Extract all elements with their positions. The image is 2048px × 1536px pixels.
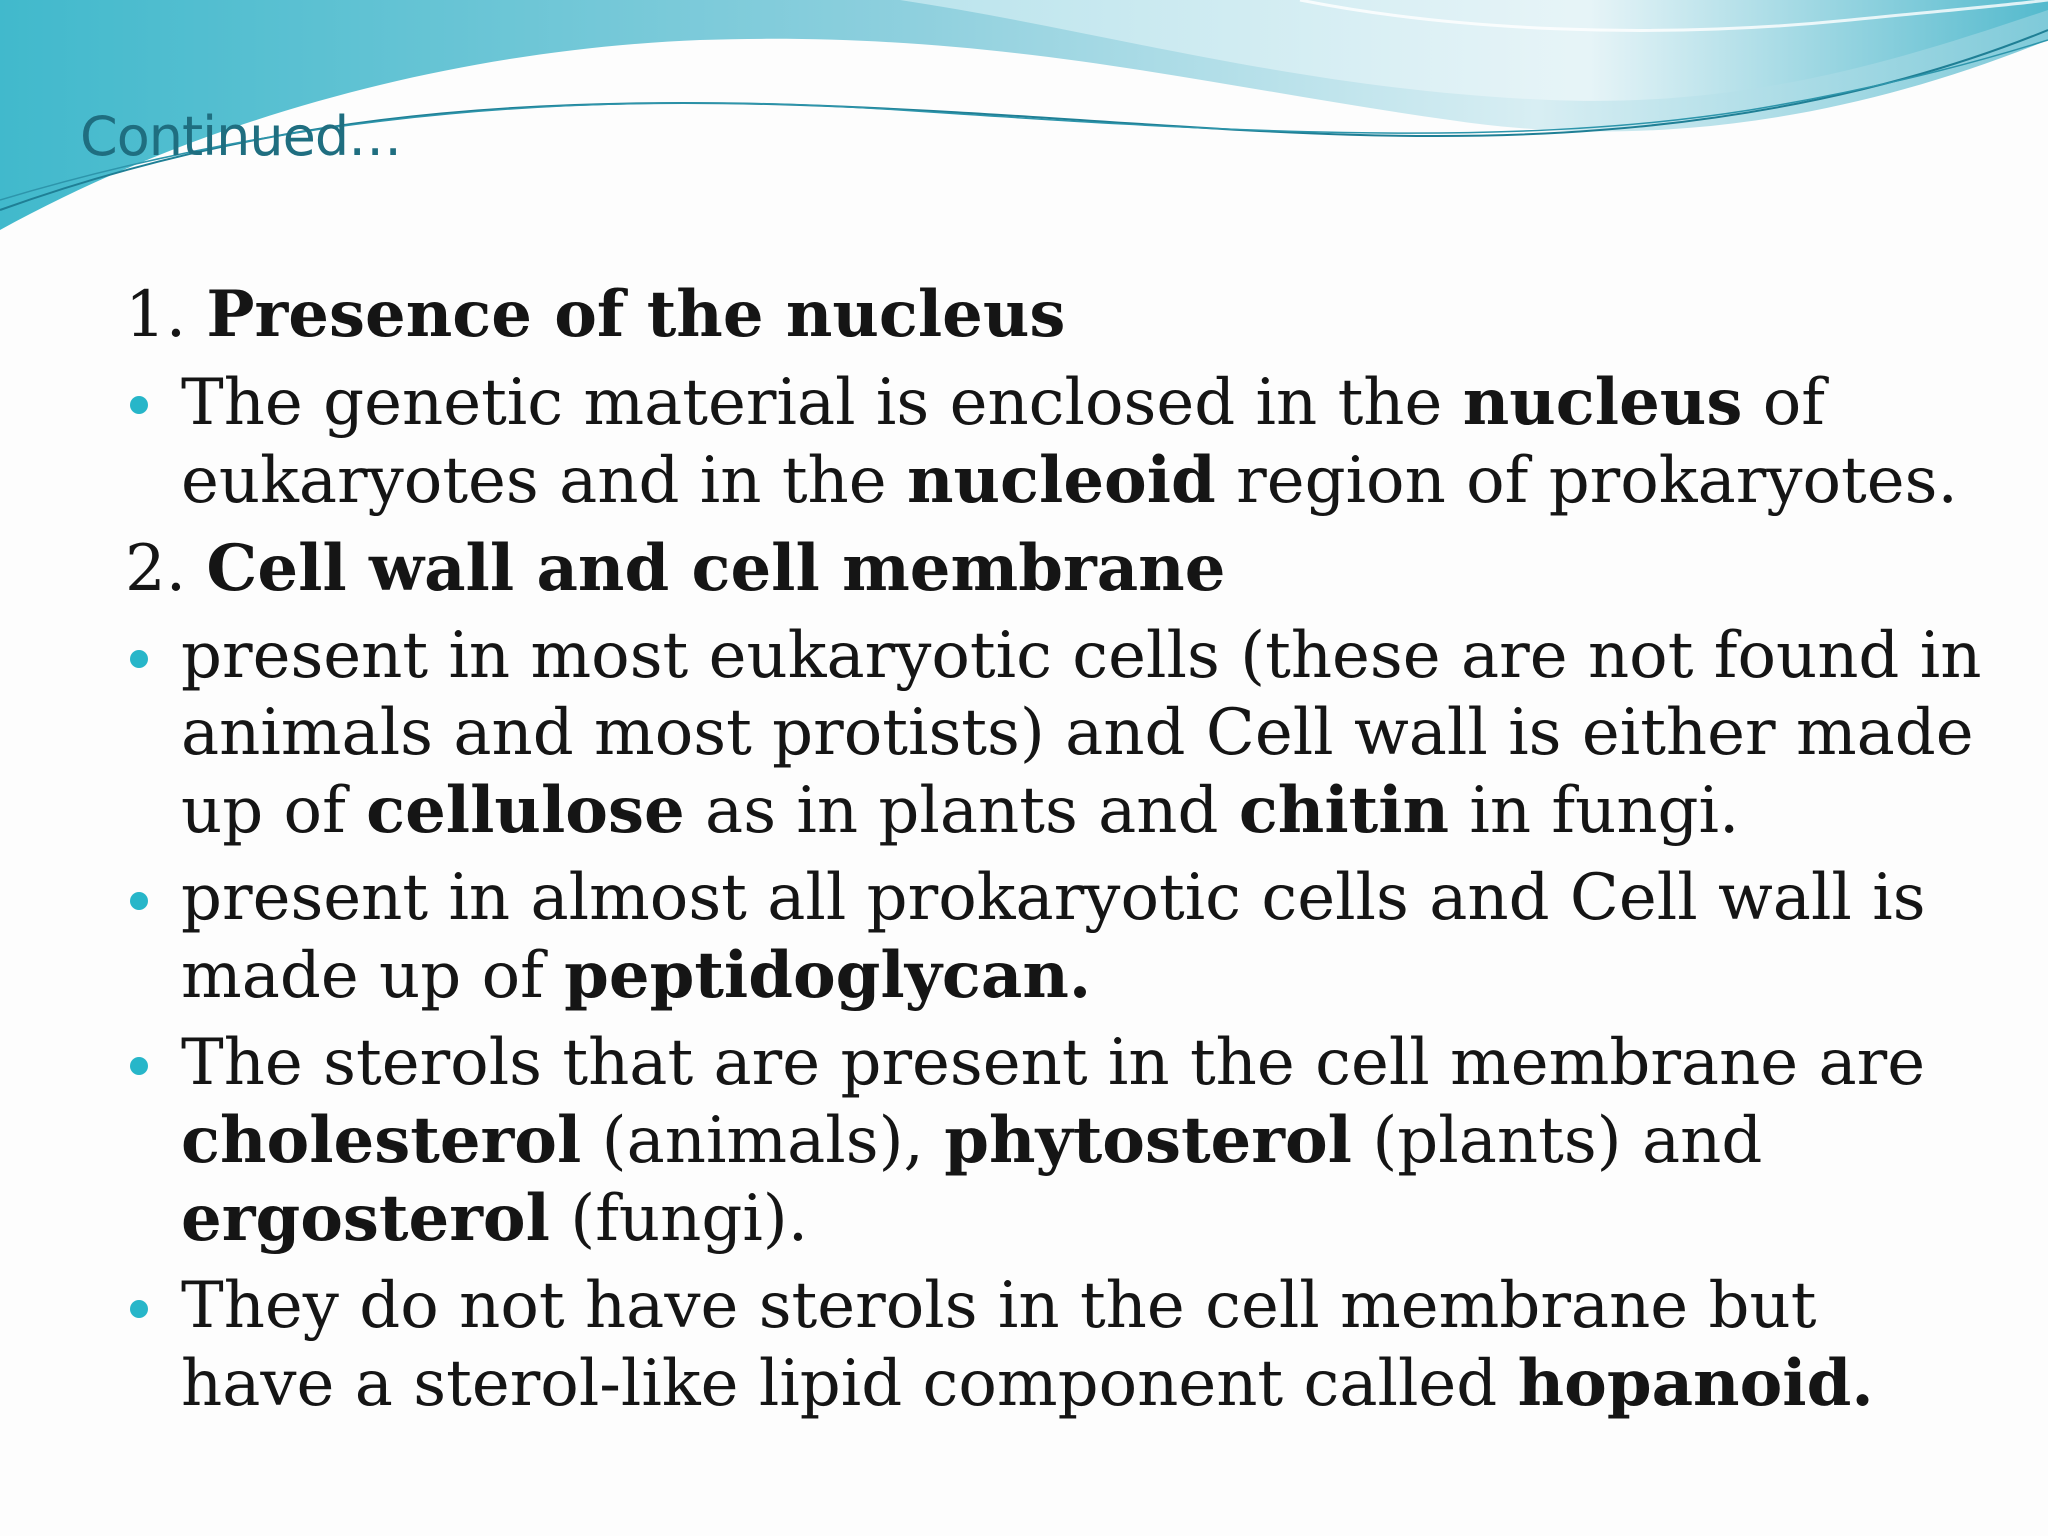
bullet-text: present in most eukaryotic cells (these are not found in animals and most protists) and Cell wall is either made up of	[181, 619, 1982, 848]
bullet-text: as in plants and	[684, 774, 1239, 848]
bullet-bold-term: peptidoglycan.	[564, 938, 1092, 1013]
bullet-item	[125, 618, 1985, 850]
section-title: Cell wall and cell membrane	[206, 531, 1226, 606]
bullet-bold-term: cellulose	[366, 773, 685, 848]
section-number: 2.	[125, 532, 187, 606]
bullet-item	[125, 1268, 1985, 1423]
bullet-item	[125, 1025, 1985, 1258]
bullet-bold-term: cholesterol	[181, 1103, 582, 1178]
bullet-item	[125, 364, 1985, 520]
bullet-text: present in almost all prokaryotic cells and Cell wall is made up of	[181, 861, 1926, 1013]
bullet-text: of eukaryotes and in the	[181, 366, 1825, 518]
bullet-dot-icon	[130, 892, 148, 910]
bullet-text: The sterols that are present in the cell membrane are	[181, 1026, 1926, 1100]
slide-title: Continued…	[80, 105, 402, 168]
bullet-bold-term: phytosterol	[944, 1103, 1352, 1178]
section-heading-2	[125, 530, 1985, 608]
bullet-dot-icon	[130, 650, 148, 668]
section-number: 1.	[125, 278, 187, 352]
bullet-text: in fungi.	[1449, 774, 1740, 848]
bullet-bold-term: ergosterol	[181, 1181, 550, 1256]
bullet-text: region of prokaryotes.	[1215, 444, 1958, 518]
bullet-text: (fungi).	[549, 1182, 809, 1256]
bullet-dot-icon	[130, 396, 148, 414]
bullet-dot-icon	[130, 1057, 148, 1075]
bullet-text: The genetic material is enclosed in the	[181, 366, 1463, 440]
bullet-dot-icon	[130, 1300, 148, 1318]
bullet-text: They do not have sterols in the cell membrane but have a sterol-like lipid component called	[181, 1269, 1817, 1421]
bullet-bold-term: chitin	[1238, 773, 1450, 848]
bullet-bold-term: hopanoid.	[1517, 1346, 1874, 1421]
bullet-text: (plants) and	[1351, 1104, 1763, 1178]
bullet-bold-term: nucleus	[1462, 365, 1743, 440]
bullet-bold-term: nucleoid	[906, 443, 1216, 518]
section-title: Presence of the nucleus	[206, 277, 1066, 352]
section-heading-1	[125, 276, 1985, 354]
bullet-item	[125, 860, 1985, 1015]
slide-content	[125, 276, 1985, 1433]
bullet-text: (animals),	[581, 1104, 945, 1178]
